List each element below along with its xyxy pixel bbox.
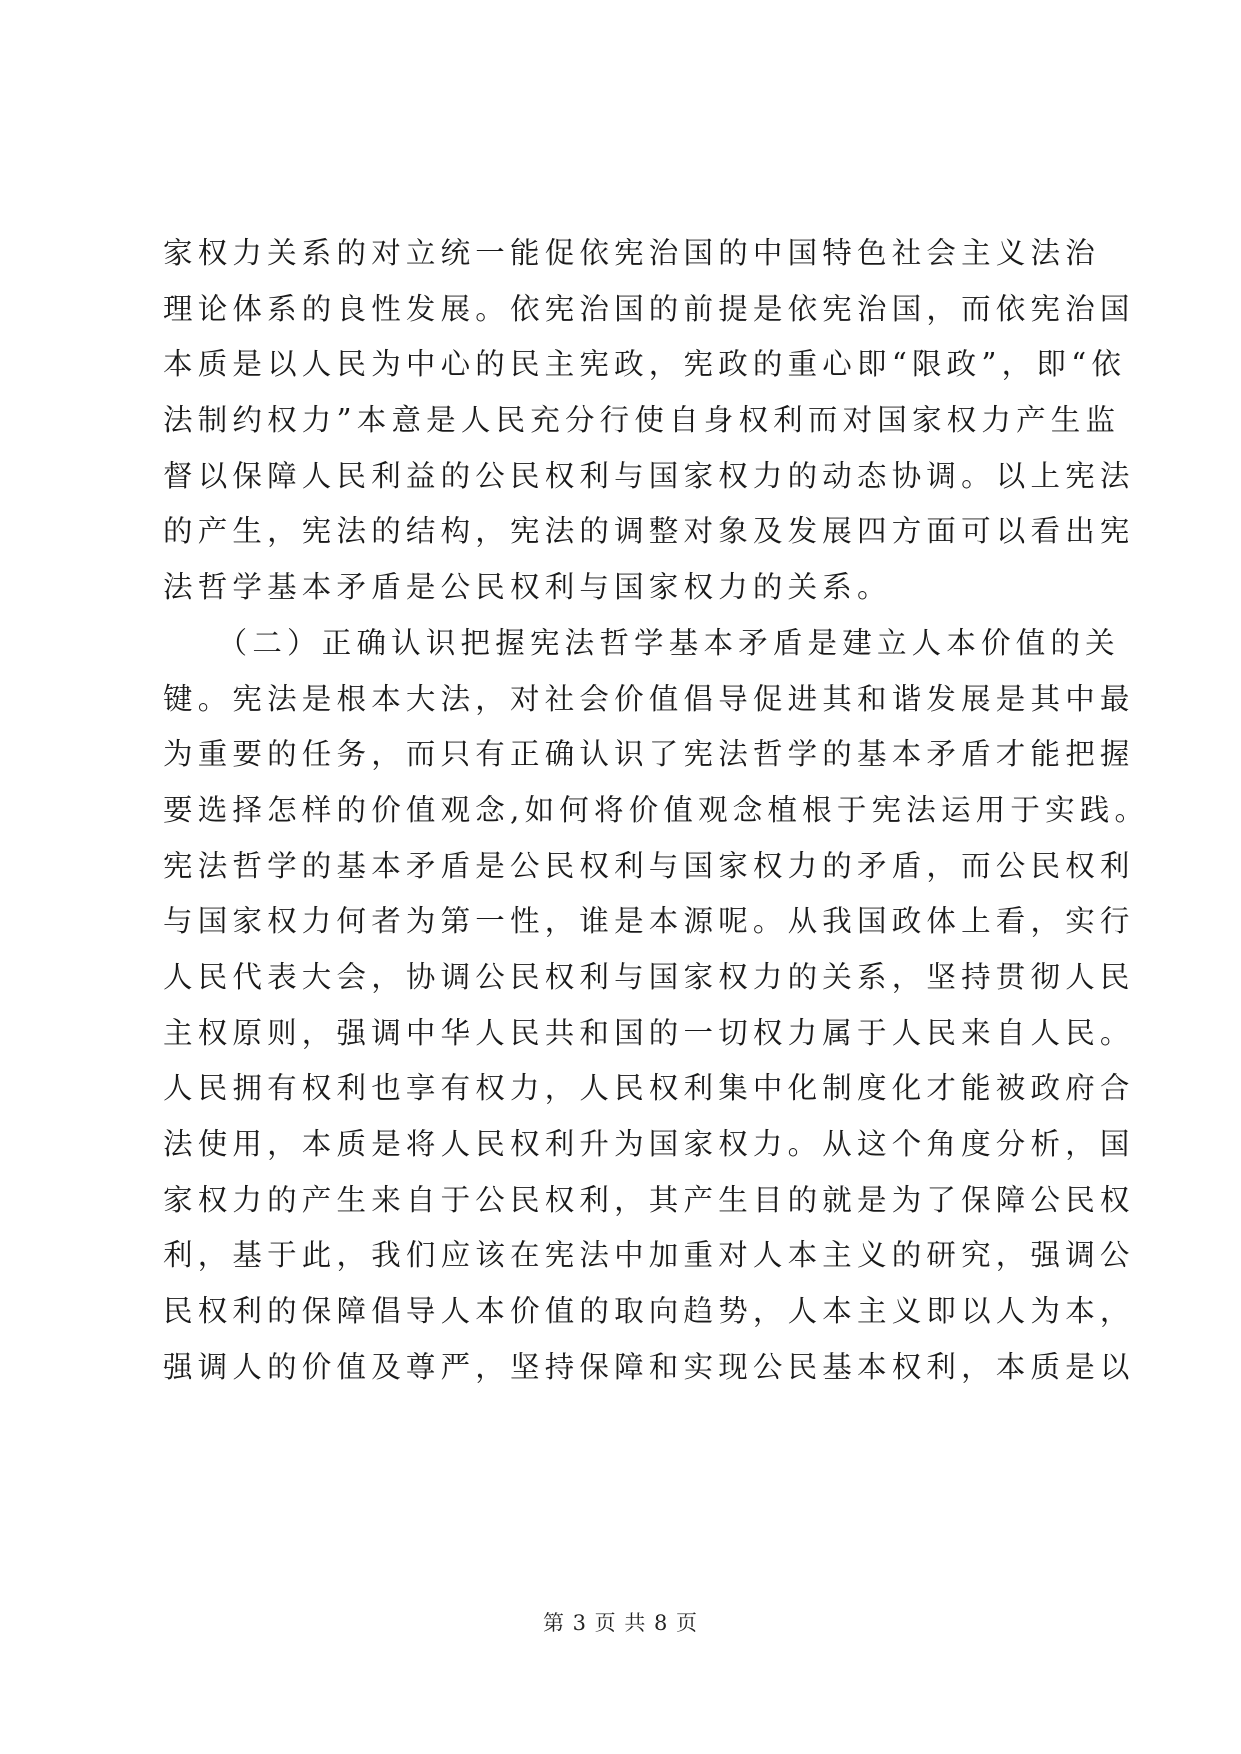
text-line: 的产生，宪法的结构，宪法的调整对象及发展四方面可以看出宪 (163, 514, 1135, 549)
text-line: 要选择怎样的价值观念,如何将价值观念植根于宪法运用于实践。 (163, 792, 1150, 827)
text-line: 与国家权力何者为第一性，谁是本源呢。从我国政体上看，实行 (163, 904, 1135, 939)
text-line: 家权力的产生来自于公民权利，其产生目的就是为了保障公民权 (163, 1182, 1135, 1217)
text-line: 法制约权力”本意是人民充分行使自身权利而对国家权力产生监 (163, 403, 1121, 438)
text-line: 家权力关系的对立统一能促依宪治国的中国特色社会主义法治 (163, 236, 1100, 270)
page-number-footer: 第 3 页 共 8 页 (542, 1611, 699, 1635)
text-line: 键。宪法是根本大法，对社会价值倡导促进其和谐发展是其中最 (163, 681, 1135, 716)
text-line: 理论体系的良性发展。依宪治国的前提是依宪治国，而依宪治国 (163, 291, 1135, 326)
text-line: 法使用，本质是将人民权利升为国家权力。从这个角度分析，国 (163, 1127, 1135, 1161)
text-line: 主权原则，强调中华人民共和国的一切权力属于人民来自人民。 (163, 1015, 1135, 1050)
text-line: 利，基于此，我们应该在宪法中加重对人本主义的研究，强调公 (163, 1238, 1135, 1273)
text-line: 本质是以人民为中心的民主宪政，宪政的重心即“限政”，即“依 (163, 347, 1127, 382)
text-line: 强调人的价值及尊严，坚持保障和实现公民基本权利，本质是以 (163, 1349, 1135, 1384)
body-text (163, 226, 1150, 1395)
text-line: 人民拥有权利也享有权力，人民权利集中化制度化才能被政府合 (163, 1071, 1135, 1106)
section-heading-line: （二）正确认识把握宪法哲学基本矛盾是建立人本价值的关 (163, 625, 1120, 660)
text-line: 为重要的任务，而只有正确认识了宪法哲学的基本矛盾才能把握 (163, 737, 1135, 772)
text-line: 民权利的保障倡导人本价值的取向趋势，人本主义即以人为本， (163, 1294, 1135, 1329)
text-line: 督以保障人民利益的公民权利与国家权力的动态协调。以上宪法 (163, 458, 1135, 493)
text-line: 宪法哲学的基本矛盾是公民权利与国家权力的矛盾，而公民权利 (163, 848, 1135, 883)
text-line: 法哲学基本矛盾是公民权利与国家权力的关系。 (163, 570, 892, 605)
text-line: 人民代表大会，协调公民权利与国家权力的关系，坚持贯彻人民 (163, 959, 1135, 994)
